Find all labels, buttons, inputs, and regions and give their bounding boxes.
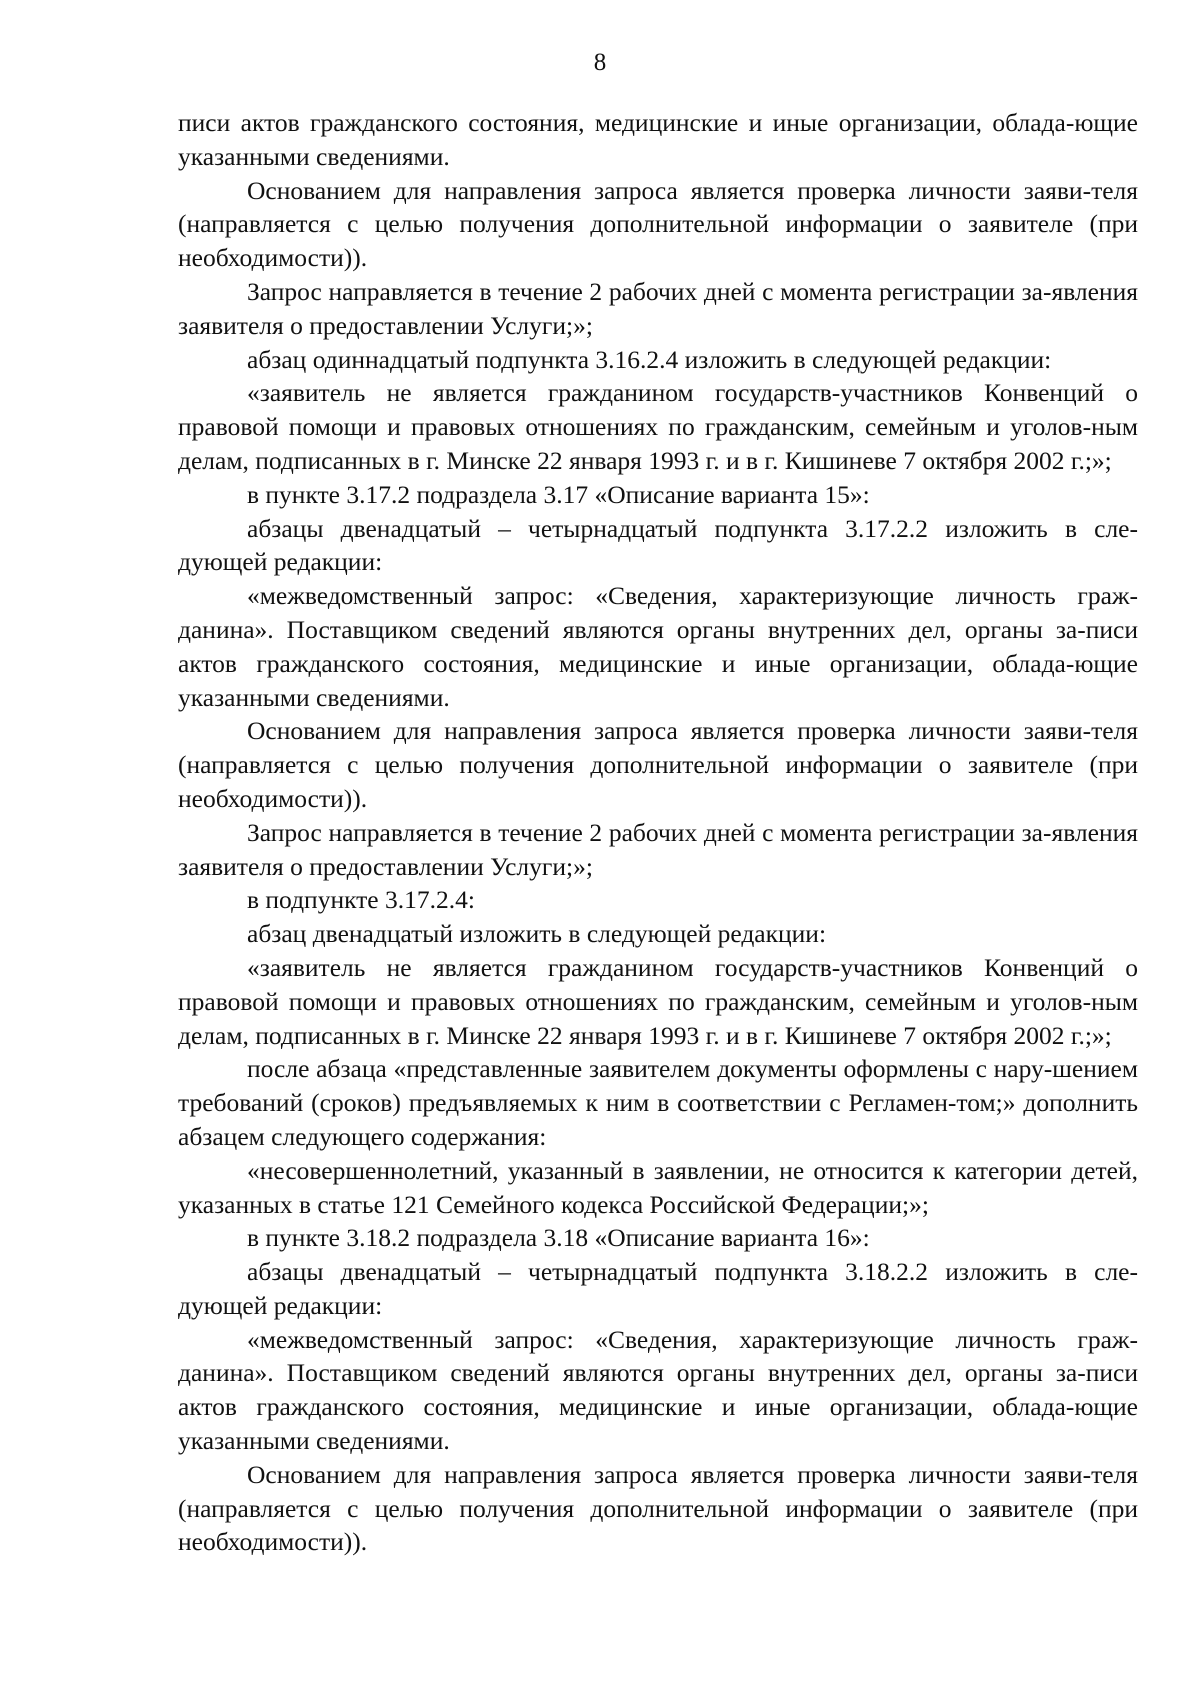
- paragraph: в подпункте 3.17.2.4:: [247, 885, 475, 915]
- paragraph: абзацы двенадцатый – четырнадцатый подпункта 3.18.2.2 изложить в сле-дующей редакции:: [178, 1257, 1138, 1320]
- paragraph: Запрос направляется в течение 2 рабочих дней с момента регистрации за-явления заявителя о предоставлении Услуги;»;: [178, 276, 1138, 340]
- paragraph: после абзаца «представленные заявителем документы оформлены с нару-шением требований (сроков) предъявляемых к ним в соответствии с Регламен-том;» дополнить абзацем следующего содержания:: [178, 1054, 1138, 1151]
- paragraph: в пункте 3.18.2 подраздела 3.18 «Описание варианта 16»:: [247, 1223, 870, 1253]
- paragraph: «межведомственный запрос: «Сведения, характеризующие личность граж-данина». Поставщиком сведений являются органы внутренних дел, органы за-писи актов гражданского состояния, медицинские и иные организации, облада-ющие указанными сведениями.: [178, 1324, 1138, 1456]
- paragraph: писи актов гражданского состояния, медицинские и иные организации, облада-ющие указанными сведениями.: [178, 108, 1138, 171]
- paragraph: абзац двенадцатый изложить в следующей редакции:: [247, 919, 827, 949]
- page-number: 8: [593, 49, 607, 76]
- document-body: [178, 106, 1138, 1559]
- paragraph: Основанием для направления запроса является проверка личности заяви-теля (направляется с целью получения дополнительной информации о заявителе (при необходимости)).: [178, 1459, 1138, 1557]
- paragraph: «заявитель не является гражданином государств-участников Конвенций о правовой помощи и правовых отношениях по гражданским, семейным и уголов-ным делам, подписанных в г. Минске 22 января 1993 г. и в г. Кишиневе 7 октября 2002 г.;»;: [178, 952, 1138, 1050]
- paragraph: абзацы двенадцатый – четырнадцатый подпункта 3.17.2.2 изложить в сле-дующей редакции:: [178, 513, 1138, 577]
- paragraph: Основанием для направления запроса является проверка личности заяви-теля (направляется с целью получения дополнительной информации о заявителе (при необходимости)).: [178, 175, 1138, 273]
- paragraph: в пункте 3.17.2 подраздела 3.17 «Описание варианта 15»:: [247, 479, 870, 509]
- paragraph: Основанием для направления запроса является проверка личности заяви-теля (направляется с целью получения дополнительной информации о заявителе (при необходимости)).: [178, 716, 1138, 813]
- paragraph: Запрос направляется в течение 2 рабочих дней с момента регистрации за-явления заявителя о предоставлении Услуги;»;: [178, 817, 1138, 881]
- paragraph: «межведомственный запрос: «Сведения, характеризующие личность граж-данина». Поставщиком сведений являются органы внутренних дел, органы за-писи актов гражданского состояния, медицинские и иные организации, облада-ющие указанными сведениями.: [178, 581, 1138, 712]
- paragraph: «заявитель не является гражданином государств-участников Конвенций о правовой помощи и правовых отношениях по гражданским, семейным и уголов-ным делам, подписанных в г. Минске 22 января 1993 г. и в г. Кишиневе 7 октября 2002 г.;»;: [178, 378, 1138, 475]
- paragraph: абзац одиннадцатый подпункта 3.16.2.4 изложить в следующей редакции:: [247, 344, 1052, 374]
- paragraph: «несовершеннолетний, указанный в заявлении, не относится к категории детей, указанных в статье 121 Семейного кодекса Российской Федерации;»;: [178, 1155, 1138, 1219]
